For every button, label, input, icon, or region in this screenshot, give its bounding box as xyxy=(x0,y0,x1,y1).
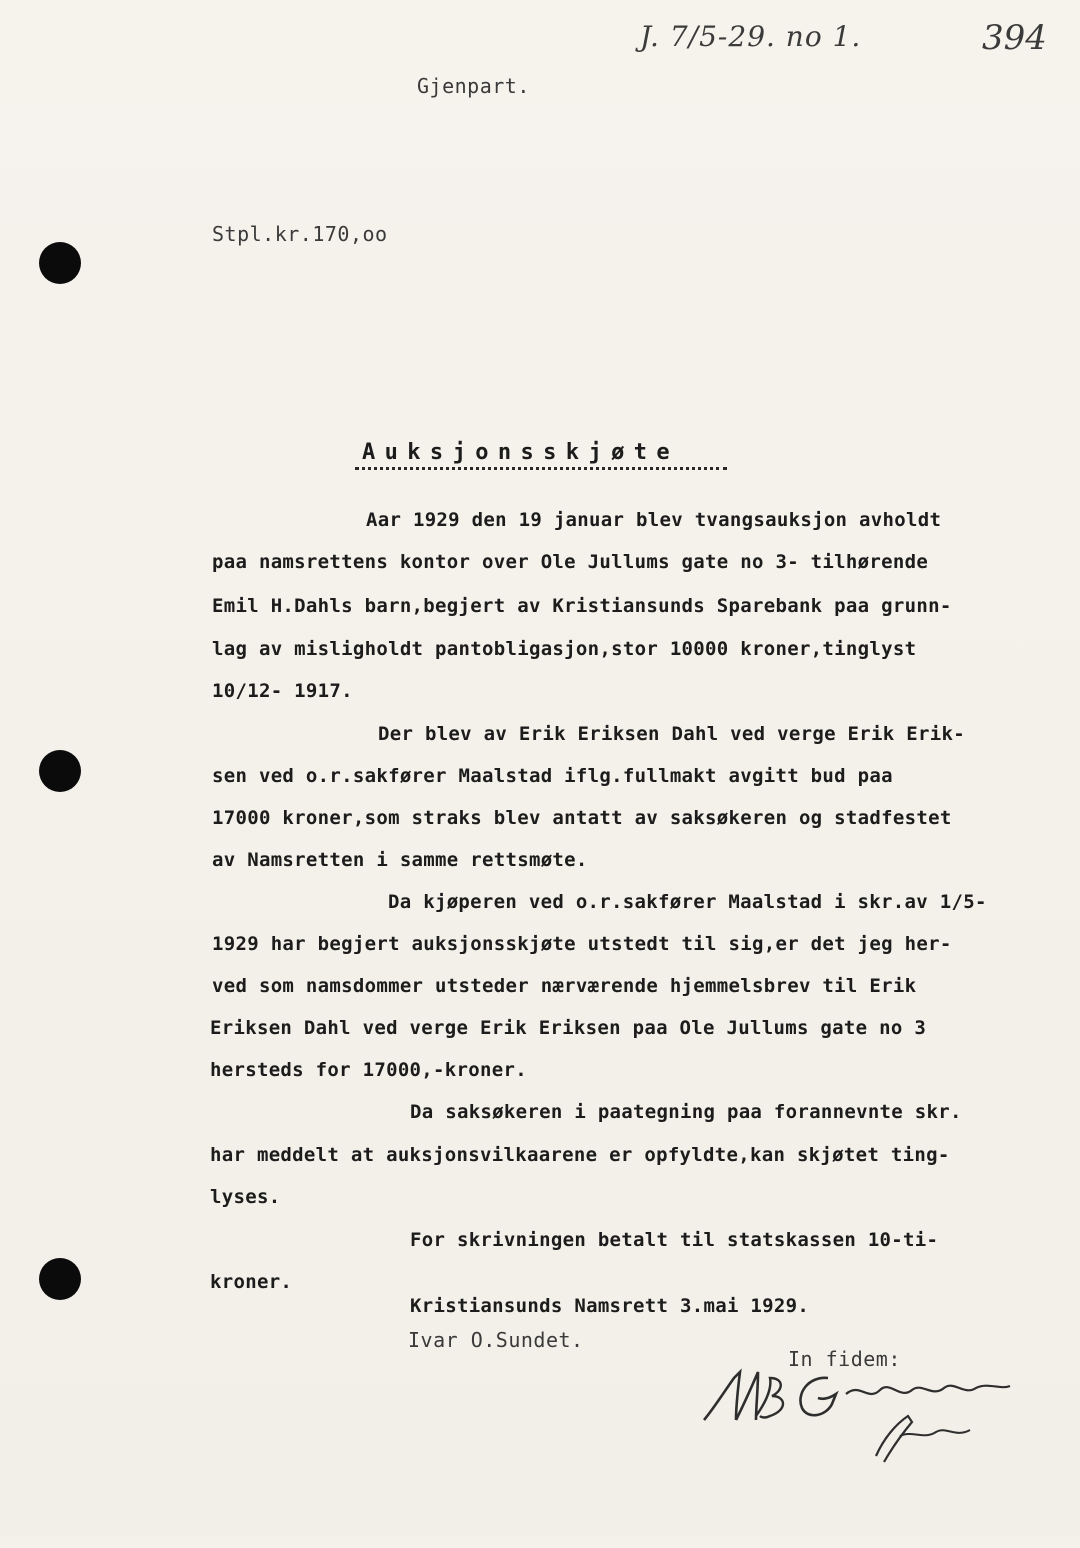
place-date: Kristiansunds Namsrett 3.mai 1929. xyxy=(410,1295,810,1317)
body-line: ved som namsdommer utsteder nærværende hjemmelsbrev til Erik xyxy=(212,975,917,997)
body-line: 10/12- 1917. xyxy=(212,680,353,702)
body-line: Eriksen Dahl ved verge Erik Eriksen paa Ole Jullums gate no 3 xyxy=(210,1017,927,1039)
body-line: Der blev av Erik Eriksen Dahl ved verge Erik Erik- xyxy=(378,723,965,745)
signer-name: Ivar O.Sundet. xyxy=(408,1328,584,1352)
handwritten-signature xyxy=(700,1368,1020,1548)
stamp-fee: Stpl.kr.170,oo xyxy=(212,222,388,246)
document-title: Auksjonsskjøte xyxy=(362,440,680,465)
body-line: sen ved o.r.sakfører Maalstad iflg.fullmakt avgitt bud paa xyxy=(212,765,893,787)
title-underline xyxy=(355,467,727,470)
body-line: kroner. xyxy=(210,1271,293,1293)
body-line: lyses. xyxy=(210,1186,281,1208)
body-line: av Namsretten i samme rettsmøte. xyxy=(212,849,588,871)
body-line: paa namsrettens kontor over Ole Jullums gate no 3- tilhørende xyxy=(212,551,929,573)
page-number: 394 xyxy=(982,18,1047,58)
body-line: Emil H.Dahls barn,begjert av Kristiansunds Sparebank paa grunn- xyxy=(212,595,952,617)
archive-note: J. 7/5-29. no 1. xyxy=(640,20,862,53)
punch-hole xyxy=(39,750,81,792)
body-line: har meddelt at auksjonsvilkaarene er opfyldte,kan skjøtet ting- xyxy=(210,1144,950,1166)
copy-label: Gjenpart. xyxy=(417,74,530,98)
body-line: hersteds for 17000,-kroner. xyxy=(210,1059,527,1081)
body-line: 1929 har begjert auksjonsskjøte utstedt til sig,er det jeg her- xyxy=(212,933,952,955)
attestation-label: In fidem: xyxy=(788,1347,901,1371)
body-line: Aar 1929 den 19 januar blev tvangsauksjon avholdt xyxy=(366,509,942,531)
punch-hole xyxy=(39,1258,81,1300)
body-line: Da saksøkeren i paategning paa forannevnte skr. xyxy=(410,1101,962,1123)
body-line: Da kjøperen ved o.r.sakfører Maalstad i skr.av 1/5- xyxy=(388,891,987,913)
body-line: 17000 kroner,som straks blev antatt av saksøkeren og stadfestet xyxy=(212,807,952,829)
punch-hole xyxy=(39,242,81,284)
body-line: For skrivningen betalt til statskassen 10-ti- xyxy=(410,1229,939,1251)
body-line: lag av misligholdt pantobligasjon,stor 10000 kroner,tinglyst xyxy=(212,638,917,660)
